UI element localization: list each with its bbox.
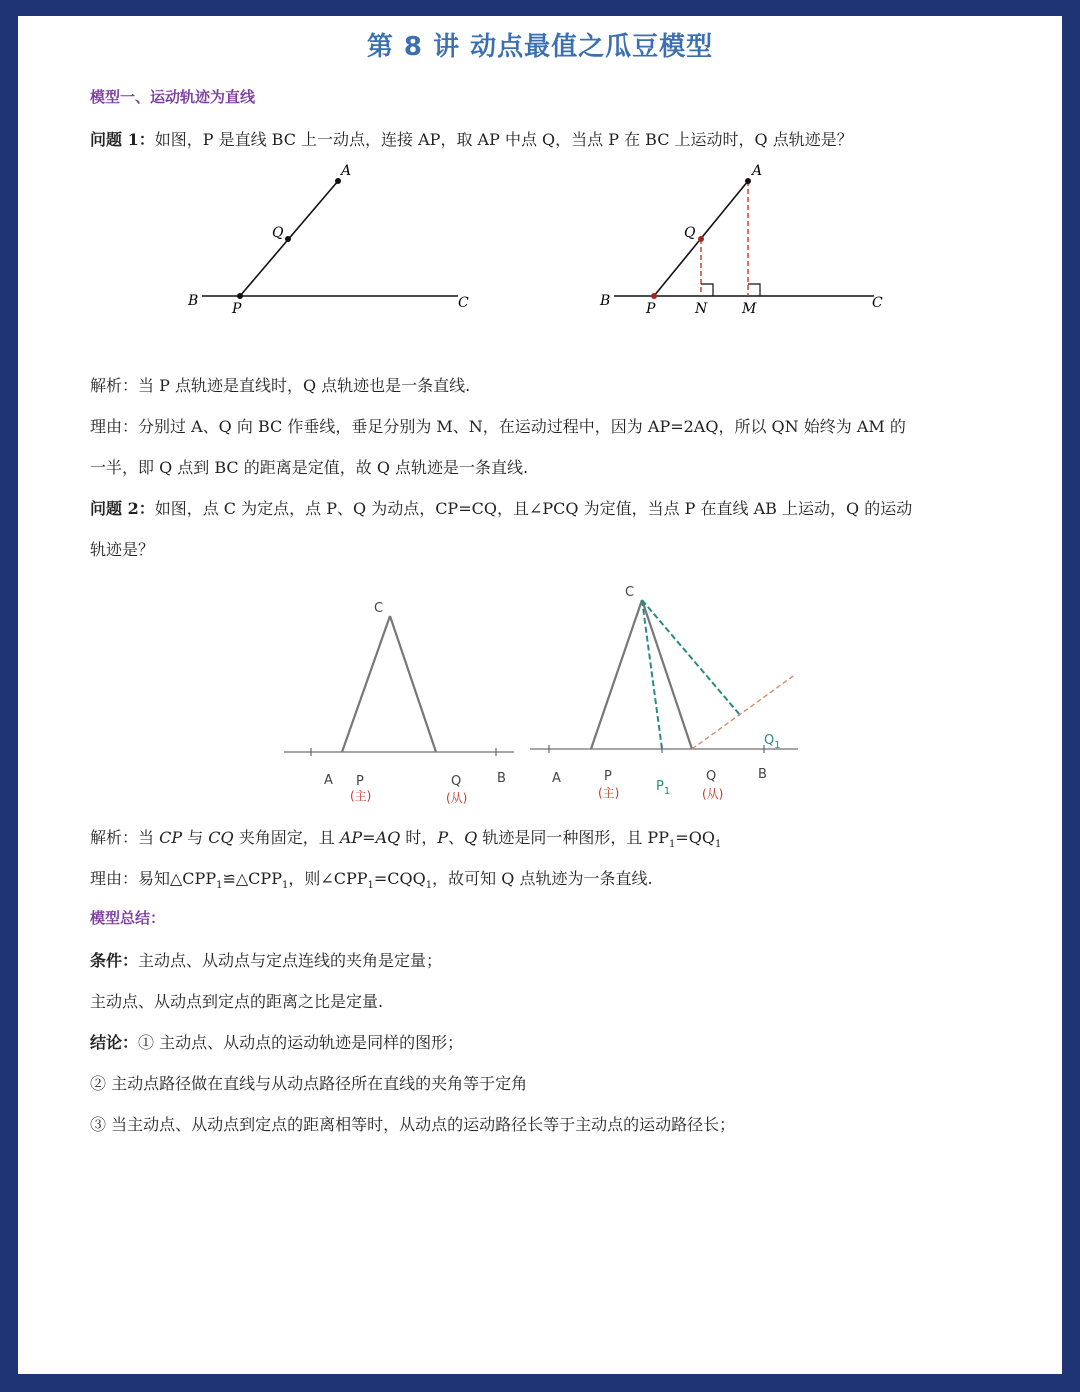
document-page [18,16,1062,1374]
fig2-label-a: A [752,163,763,179]
fig3-label-main: (主) [350,789,372,803]
conclusion-text-1: ① 主动点、从动点的运动轨迹是同样的图形； [138,1033,464,1052]
question-2-label: 问题 2： [90,499,155,518]
fig3-segment-cp [342,616,390,752]
fig1-label-q: Q [272,225,284,241]
reason-2-s2: 1 [281,880,289,892]
conclusion-line-2: ② 主动点路径做在直线与从动点路径所在直线的夹角等于定角 [90,1074,528,1093]
conclusion-line-1 [90,1030,1030,1053]
analysis-2-sub1: 1 [668,839,676,851]
question-1-label: 问题 1： [90,130,155,149]
analysis-2-q: Q [464,828,478,847]
fig2-label-n: N [695,301,708,317]
conclusion-label: 结论： [90,1033,139,1052]
reason-1-label: 理由： [90,417,139,436]
fig3-label-c: C [374,601,384,616]
condition-label: 条件： [90,951,139,970]
fig2-point-p [651,293,657,299]
fig4-label-q1 [764,733,781,751]
summary-heading: 模型总结： [90,909,166,927]
reason-2-s1: 1 [216,880,223,892]
fig2-right-angle-m [748,284,760,296]
reason-1-line-2: 一半，即 Q 点到 BC 的距离是定值，故 Q 点轨迹是一条直线. [90,458,529,477]
fig3-label-b: B [497,771,506,786]
fig4-segment-cp [591,600,642,749]
fig3-label-p: P [356,774,364,789]
question-2-line-1 [90,496,1030,519]
reason-2-t1: 理由：易知△CPP [90,869,217,888]
figure-1-line-ap [168,161,488,321]
fig4-label-b: B [758,767,767,782]
fig4-locus-q [692,674,796,749]
fig4-label-p1 [656,779,670,797]
analysis-2-sub2: 1 [714,839,722,851]
condition-line-2: 主动点、从动点到定点的距离之比是定量. [90,992,384,1011]
fig4-label-main: (主) [598,786,620,800]
figure-3-isosceles [280,596,530,805]
analysis-2-mid2: 夹角固定，且 [233,828,340,847]
fig1-label-a: A [341,163,352,179]
fig4-label-q: Q [706,769,717,784]
fig1-point-q [285,236,291,242]
analysis-2-mid3: 时， [400,828,438,847]
analysis-2-pre: 解析：当 [90,828,160,847]
condition-text-1: 主动点、从动点与定点连线的夹角是定量； [138,951,443,970]
fig2-point-a [745,178,751,184]
fig3-label-sub: (从) [446,791,468,805]
analysis-2-cq: CQ [208,828,234,847]
fig3-label-q: Q [451,774,462,789]
analysis-2-tail2: =QQ [675,828,715,847]
fig4-label-sub: (从) [702,787,724,801]
analysis-2-p: P [437,828,449,847]
fig1-label-p: P [232,301,242,317]
analysis-2-tail: 轨迹是同一种图形，且 PP [477,828,669,847]
analysis-2 [90,825,1030,850]
fig1-label-b: B [188,293,199,309]
reason-2-t4: =CQQ [373,869,426,888]
fig2-label-q: Q [684,225,696,241]
figure-4-rotation [528,584,828,804]
fig4-segment-cq1 [642,600,740,715]
fig4-segment-cp1 [642,600,662,749]
reason-2-s3: 1 [367,880,374,892]
fig4-segment-cq [642,600,692,749]
condition-line-1 [90,948,1030,971]
fig1-point-p [237,293,243,299]
question-2-text-1: 如图，点 C 为定点，点 P、Q 为动点，CP=CQ，且∠PCQ 为定值，当点 P 在直线 AB 上运动，Q 的运动 [154,499,913,518]
question-1 [90,127,1030,150]
analysis-1: 解析：当 P 点轨迹是直线时，Q 点轨迹也是一条直线. [90,376,471,395]
conclusion-line-3: ③ 当主动点、从动点到定点的距离相等时，从动点的运动路径长等于主动点的运动路径长； [90,1115,736,1134]
reason-2 [90,866,1030,891]
question-2-line-2: 轨迹是？ [90,540,155,559]
fig4-label-p1-base: P [656,779,664,794]
reason-1-line-1 [90,414,1030,437]
analysis-2-mid4: 、 [448,828,465,847]
fig3-segment-cq [390,616,436,752]
reason-2-s4: 1 [425,880,433,892]
analysis-2-cp: CP [159,828,183,847]
question-1-text: 如图，P 是直线 BC 上一动点，连接 AP，取 AP 中点 Q，当点 P 在 BC 上运动时，Q 点轨迹是？ [154,130,853,149]
fig2-label-b: B [600,293,611,309]
analysis-2-eq: AP=AQ [339,828,401,847]
reason-2-t2: ≌△CPP [222,869,282,888]
analysis-2-mid1: 与 [182,828,209,847]
fig2-label-c: C [872,295,883,311]
page-title: 第 8 讲 动点最值之瓜豆模型 [366,32,714,62]
fig2-point-q [698,236,704,242]
fig4-label-a: A [552,771,561,786]
fig2-label-p: P [646,301,656,317]
fig4-label-q1-base: Q [764,733,775,748]
reason-2-t5: ，故可知 Q 点轨迹为一条直线. [432,869,653,888]
fig3-label-a: A [324,773,333,788]
section-heading-model-one: 模型一、运动轨迹为直线 [90,88,256,106]
figure-2-perpendiculars [588,161,908,321]
fig4-label-c: C [625,585,635,600]
fig4-label-q1-sub: 1 [774,740,781,751]
fig2-label-m: M [742,301,757,317]
fig4-label-p: P [604,769,612,784]
fig2-right-angle-n [701,284,713,296]
fig1-label-c: C [458,295,469,311]
reason-1-text-1: 分别过 A、Q 向 BC 作垂线，垂足分别为 M、N，在运动过程中，因为 AP=2AQ，所以 QN 始终为 AM 的 [138,417,906,436]
fig4-label-p1-sub: 1 [663,786,671,797]
reason-2-t3: ，则∠CPP [288,869,368,888]
